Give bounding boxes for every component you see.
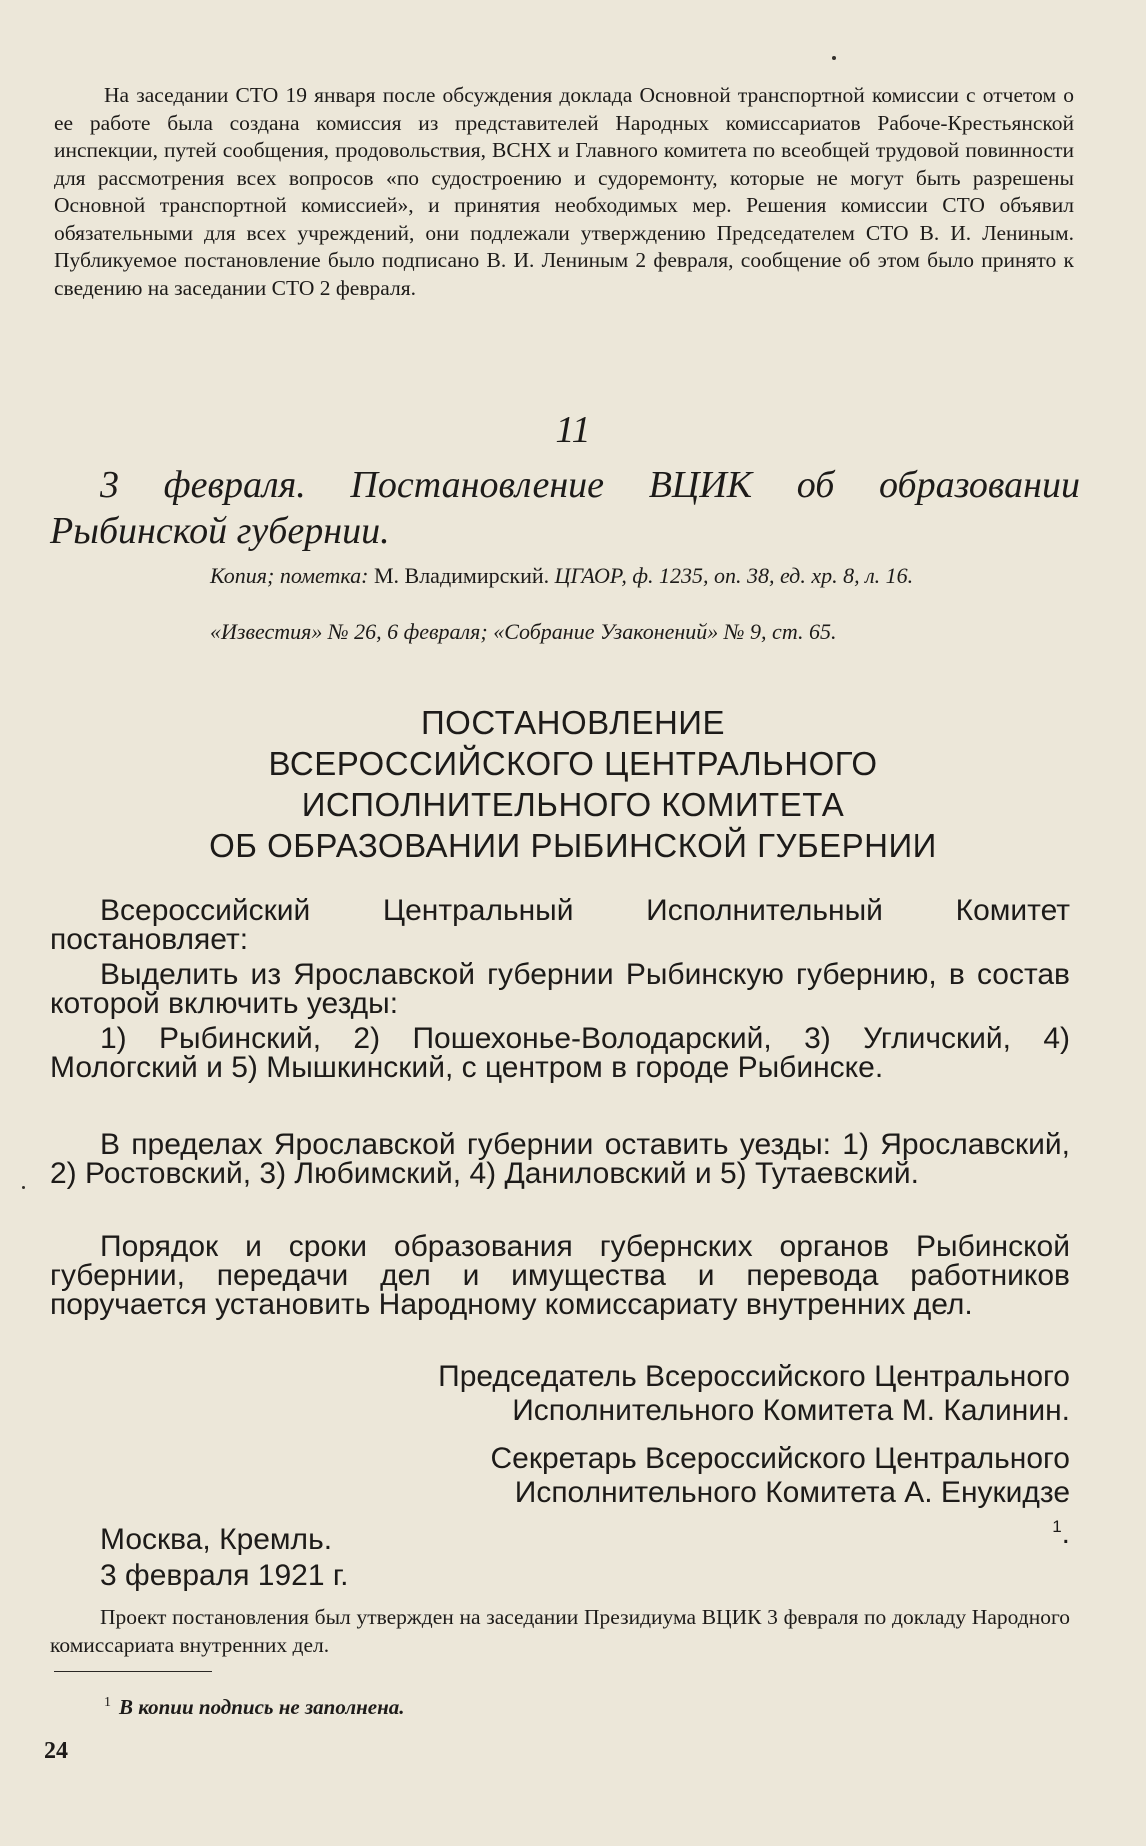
decree-title-line: ПОСТАНОВЛЕНИЕ — [420, 704, 726, 741]
decree-title-line: ВСЕРОССИЙСКОГО ЦЕНТРАЛЬНОГО — [268, 745, 878, 782]
document-heading: 3 февраля. Постановление ВЦИК об образовании Рыбинской губернии. — [50, 464, 1080, 552]
chairman-signature — [438, 1360, 1070, 1428]
copy-mark: М. Владимирский. — [373, 563, 550, 588]
publication-source: «Известия» № 26, 6 февраля; «Собрание Узаконений» № 9, ст. 65. — [210, 619, 837, 644]
footnote-reference[interactable]: 1 — [1052, 1517, 1062, 1536]
decree-paragraph: Порядок и сроки образования губернских органов Рыбинской губернии, передачи дел и имущества и перевода работников поручается установить Народному комиссариату внутренних дел. — [50, 1230, 1070, 1321]
decree-title-line: ИСПОЛНИТЕЛЬНОГО КОМИТЕТА — [301, 786, 845, 823]
decree-paragraph: В пределах Ярославской губернии оставить уезды: 1) Ярославский, 2) Ростовский, 3) Любимский, 4) Даниловский и 5) Тутаевский. — [50, 1128, 1070, 1190]
page-number: 24 — [44, 1738, 68, 1764]
intro-paragraph: На заседании СТО 19 января после обсуждения доклада Основной транспортной комиссии с отчетом о ее работе была создана комиссия из представителей Народных комиссариатов Рабоче-Крестьянской инспекции, путей сообщения, продовольствия, ВСНХ и Главного комитета по всеобщей трудовой повинности для рассмотрения всех вопросов «по судостроению и судоремонту, которые не могут быть разрешены Основной транспортной комиссией», и принятия необходимых мер. Решения комиссии СТО объявил обязательными для всех учреждений, они подлежали утверждению Председателем СТО В. И. Лениным. Публикуемое постановление было подписано В. И. Лениным 2 февраля, сообщение об этом было принято к сведению на заседании СТО 2 февраля. — [54, 83, 1074, 300]
print-speck — [22, 1186, 25, 1189]
decree-paragraph: 1) Рыбинский, 2) Пошехонье-Володарский, 3) Угличский, 4) Мологский и 5) Мышкинский, с центром в городе Рыбинске. — [50, 1022, 1070, 1084]
secretary-signature — [490, 1442, 1070, 1551]
print-speck — [832, 56, 836, 60]
signature-line: Секретарь Всероссийского Центрального — [490, 1442, 1070, 1475]
archive-source — [210, 562, 1070, 589]
decree-paragraph: Всероссийский Центральный Исполнительный Комитет постановляет: — [50, 894, 1070, 956]
secretary-name: Исполнительного Комитета А. Енукидзе — [514, 1476, 1070, 1509]
copy-archive: ЦГАОР, ф. 1235, оп. 38, ед. хр. 8, л. 16. — [554, 563, 914, 588]
decree-paragraph: Выделить из Ярославской губернии Рыбинскую губернию, в состав которой включить уезды: — [50, 958, 1070, 1020]
footnote-marker: 1 — [104, 1695, 111, 1710]
signature-line: Исполнительного Комитета М. Калинин. — [512, 1394, 1070, 1427]
footnote — [104, 1690, 404, 1720]
place-and-date — [100, 1522, 348, 1594]
editorial-note: Проект постановления был утвержден на заседании Президиума ВЦИК 3 февраля по докладу Народного комиссариата внутренних дел. — [50, 1605, 1070, 1657]
signature-line: Председатель Всероссийского Центрального — [438, 1360, 1070, 1393]
date: 3 февраля 1921 г. — [100, 1559, 349, 1592]
copy-label: Копия; пометка: — [210, 563, 369, 588]
footnote-text: В копии подпись не заполнена. — [119, 1695, 405, 1719]
document-number: 11 — [555, 409, 591, 451]
signature-line: Исполнительного Комитета А. Енукидзе $^1$. — [490, 1476, 1070, 1551]
footnote-divider — [54, 1671, 212, 1672]
decree-title-line: ОБ ОБРАЗОВАНИИ РЫБИНСКОЙ ГУБЕРНИИ — [209, 827, 937, 864]
place: Москва, Кремль. — [100, 1523, 333, 1556]
decree-title — [0, 702, 1146, 866]
